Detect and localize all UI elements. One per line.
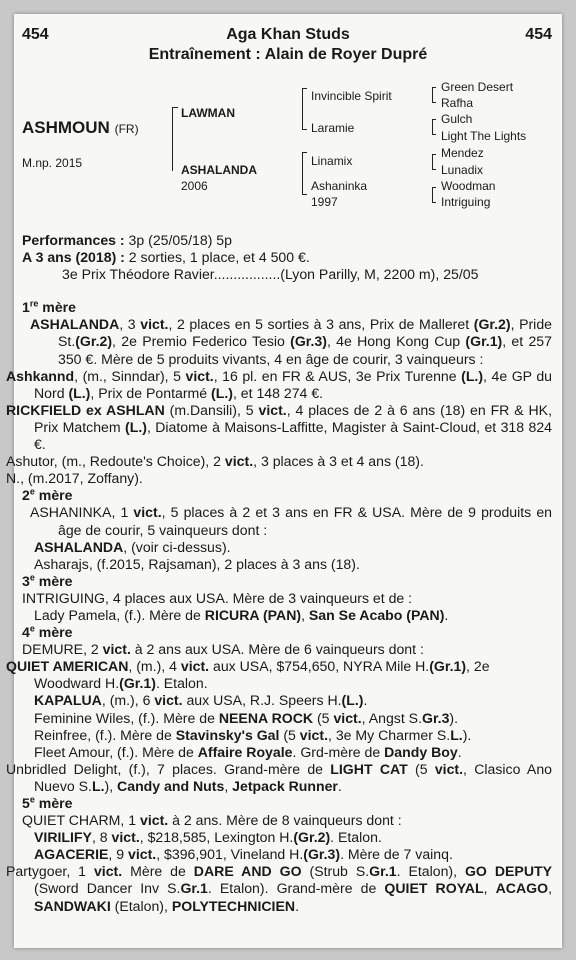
dam1-produce-ashkannd: Ashkannd, (m., Sinndar), 5 vict., 16 pl. en FR & AUS, 3e Prix Turenne (L.), 4e GP du Nord (L.), Prix de Pontarmé (L.), et 148 274 €. (6, 367, 553, 401)
consignor-title: Aga Khan Studs (226, 26, 350, 43)
lot-number-left: 454 (22, 26, 49, 43)
pedigree-dd: Ashaninka (311, 179, 368, 193)
performances-summary: 3p (25/05/18) 5p (128, 232, 232, 248)
lot-number-right: 454 (525, 26, 552, 43)
dam4-produce-reinfree: Reinfree, (f.). Mère de Stavinsky's Gal (5 vict., 3e My Charmer S.L.). (34, 726, 472, 743)
pedigree-bracket-dam-line (302, 152, 307, 195)
pedigree-bracket-g3-2 (432, 119, 436, 135)
dam4-produce-fleet-amour: Fleet Amour, (f.). Mère de Affaire Royale. Grd-mère de Dandy Boy. (34, 743, 462, 760)
dam1-produce-ashutor: Ashutor, (m., Redoute's Choice), 2 vict., 3 places à 3 et 4 ans (18). (6, 453, 424, 470)
catalogue-body (6, 232, 553, 915)
dam5-heading-word: mère (38, 795, 73, 811)
pedigree-sire: LAWMAN (181, 106, 235, 120)
dam4-produce-unbridled-delight: Unbridled Delight, (f.), 7 places. Grand-mère de LIGHT CAT (5 vict., Clasico Ano Nuevo S.L.), Candy and Nuts, Jetpack Runner. (6, 760, 552, 794)
pedigree-dsd: Lunadix (441, 163, 484, 177)
pedigree-bracket-gen1 (172, 107, 178, 171)
pedigree-dds: Woodman (441, 179, 496, 193)
performances-label: Performances : (22, 232, 125, 248)
pedigree-ddd: Intriguing (441, 195, 491, 209)
pedigree-dam-year: 2006 (181, 179, 208, 193)
dam1-produce-rickfield: RICKFIELD ex ASHLAN (m.Dansili), 5 vict., 4 places de 2 à 6 ans (18) en FR & HK, Prix Matchem (L.), Diatome à Maisons-Laffitte, Magister à Saint-Cloud, et 318 824 €. (6, 401, 553, 453)
performances-age-label: A 3 ans (2018) : (22, 249, 125, 266)
dam1-heading-word: mère (42, 299, 76, 316)
catalogue-page (6, 14, 562, 948)
performances-line (22, 232, 552, 249)
dam2-heading-word: mère (38, 487, 73, 504)
dam5-produce-partygoer: Partygoer, 1 vict. Mère de DARE AND GO (Strub S.Gr.1. Etalon), GO DEPUTY (Sword Dancer Inv S.Gr.1. Etalon). Grand-mère de QUIET ROYAL, ACAGO, SANDWAKI (Etalon), POLYTECHNICIEN. (6, 863, 553, 914)
pedigree-ssd: Rafha (441, 96, 474, 110)
performances-race: 3e Prix Théodore Ravier.................(Lyon Parilly, M, 2200 m), 25/05 (62, 266, 479, 283)
horse-country: (FR) (114, 122, 139, 136)
dam3-heading-num: 3 (22, 572, 30, 589)
dam2-paragraph: ASHANINKA, 1 vict., 5 places à 2 et 3 ans en FR & USA. Mère de 9 produits en âge de courir, 5 vainqueurs dont : (30, 504, 552, 538)
dam4-paragraph: DEMURE, 2 vict. à 2 ans aux USA. Mère de 6 vainqueurs dont : (22, 641, 424, 658)
dam4-heading-num: 4 (22, 624, 30, 641)
pedigree-ss: Invincible Spirit (311, 89, 392, 103)
dam3-produce-lady-pamela: Lady Pamela, (f.). Mère de RICURA (PAN), San Se Acabo (PAN). (34, 606, 449, 623)
dam1-heading-num: 1 (22, 299, 30, 316)
dam5-heading-num: 5 (22, 795, 30, 811)
dam5-heading-sup: e (29, 794, 35, 805)
pedigree-dss: Mendez (441, 146, 484, 160)
dam2-produce-asharajs: Asharajs, (f.2015, Rajsaman), 2 places à 3 ans (18). (34, 555, 360, 572)
dam2-heading (22, 487, 552, 504)
dam1-heading (22, 299, 552, 316)
dam3-heading (22, 573, 552, 590)
pedigree-dd-year: 1997 (311, 195, 338, 209)
dam2-produce-ashalanda: ASHALANDA, (voir ci-dessus). (34, 538, 231, 555)
horse-name-text: ASHMOUN (22, 118, 110, 137)
dam3-heading-sup: e (29, 572, 35, 583)
performances-age-line (22, 249, 552, 266)
pedigree-dam: ASHALANDA (181, 163, 257, 177)
dam5-paragraph: QUIET CHARM, 1 vict. à 2 ans. Mère de 8 vainqueurs dont : (22, 812, 402, 829)
pedigree-sds: Gulch (441, 112, 473, 126)
dam5-produce-virilify: VIRILIFY, 8 vict., $218,585, Lexington H.(Gr.2). Etalon. (34, 829, 382, 846)
performances-age-summary: 2 sorties, 1 place, et 4 500 €. (128, 249, 310, 266)
pedigree-ds: Linamix (311, 154, 353, 168)
dam3-heading-word: mère (38, 572, 73, 589)
dam4-heading-sup: e (29, 623, 35, 634)
pedigree-sdd: Light The Lights (441, 129, 527, 143)
trainer-line: Entraînement : Alain de Royer Dupré (148, 46, 428, 63)
dam4-heading-word: mère (38, 624, 73, 641)
dam4-produce-feminine-wiles: Feminine Wiles, (f.). Mère de NEENA ROCK (5 vict., Angst S.Gr.3). (34, 709, 459, 726)
dam2-heading-num: 2 (22, 487, 30, 504)
dam4-heading (22, 624, 552, 641)
horse-sex-year: M.np. 2015 (22, 156, 83, 170)
dam5-produce-agacerie: AGACERIE, 9 vict., $396,901, Vineland H.(Gr.3). Mère de 7 vainq. (34, 846, 453, 863)
dam4-produce-quiet-american: QUIET AMERICAN, (m.), 4 vict. aux USA, $754,650, NYRA Mile H.(Gr.1), 2e Woodward H.(Gr.1). Etalon. (6, 658, 490, 692)
horse-name (22, 118, 139, 138)
dam2-heading-sup: e (29, 486, 35, 497)
pedigree-bracket-sire-line (302, 88, 307, 130)
pedigree-sd: Laramie (311, 121, 355, 135)
pedigree-bracket-g3-3 (432, 154, 436, 170)
dam4-produce-kapalua: KAPALUA, (m.), 6 vict. aux USA, R.J. Speers H.(L.). (34, 692, 368, 709)
dam1-name: ASHALANDA (30, 316, 120, 333)
dam5-heading (22, 795, 552, 812)
dam1-heading-sup: re (29, 298, 39, 309)
pedigree-sss: Green Desert (441, 80, 514, 94)
pedigree-bracket-g3-4 (432, 187, 436, 203)
dam1-paragraph: ASHALANDA, 3 vict., 2 places en 5 sorties à 3 ans, Prix de Malleret (Gr.2), Pride St.(Gr.2), 2e Premio Federico Tesio (Gr.3), 4e Hong Kong Cup (Gr.1), et 257 350 €. Mère de 5 produits vivants, 4 en âge de courir, 3 vainqueurs : (30, 316, 552, 367)
pedigree-bracket-g3-1 (432, 87, 436, 103)
dam3-paragraph: INTRIGUING, 4 places aux USA. Mère de 3 vainqueurs et de : (22, 589, 413, 606)
dam1-produce-unnamed: N., (m.2017, Zoffany). (6, 470, 143, 487)
